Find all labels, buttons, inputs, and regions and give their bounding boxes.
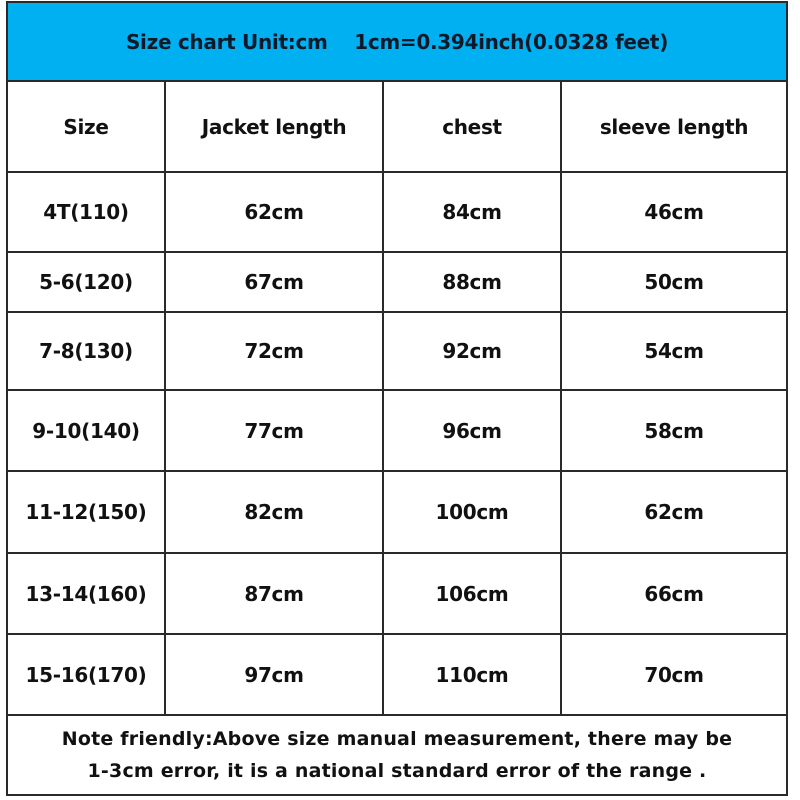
- table-row: [8, 172, 786, 252]
- header-size: Size: [8, 82, 165, 172]
- cell-sleeve-length: 46cm: [561, 172, 786, 252]
- header-sleeve-length: sleeve length: [561, 82, 786, 172]
- cell-jacket-length: 97cm: [165, 634, 383, 715]
- cell-size: 5-6(120): [8, 252, 165, 312]
- table-header-row: [8, 82, 786, 172]
- table-row: [8, 471, 786, 553]
- cell-chest: 92cm: [383, 312, 561, 390]
- cell-sleeve-length: 66cm: [561, 553, 786, 634]
- cell-jacket-length: 82cm: [165, 471, 383, 553]
- table-row: [8, 634, 786, 715]
- cell-sleeve-length: 58cm: [561, 390, 786, 471]
- note-line-2: 1-3cm error, it is a national standard error of the range .: [87, 759, 707, 782]
- cell-jacket-length: 72cm: [165, 312, 383, 390]
- size-table: [8, 82, 786, 716]
- table-row: [8, 312, 786, 390]
- table-row: [8, 390, 786, 471]
- cell-jacket-length: 62cm: [165, 172, 383, 252]
- cell-jacket-length: 67cm: [165, 252, 383, 312]
- cell-chest: 88cm: [383, 252, 561, 312]
- cell-sleeve-length: 54cm: [561, 312, 786, 390]
- cell-size: 13-14(160): [8, 553, 165, 634]
- header-jacket-length: Jacket length: [165, 82, 383, 172]
- cell-chest: 100cm: [383, 471, 561, 553]
- cell-jacket-length: 77cm: [165, 390, 383, 471]
- cell-chest: 106cm: [383, 553, 561, 634]
- cell-sleeve-length: 50cm: [561, 252, 786, 312]
- size-chart-title: Size chart Unit:cm 1cm=0.394inch(0.0328 feet): [8, 3, 786, 82]
- cell-size: 7-8(130): [8, 312, 165, 390]
- table-row: [8, 553, 786, 634]
- cell-sleeve-length: 62cm: [561, 471, 786, 553]
- cell-size: 15-16(170): [8, 634, 165, 715]
- cell-sleeve-length: 70cm: [561, 634, 786, 715]
- cell-chest: 84cm: [383, 172, 561, 252]
- cell-size: 4T(110): [8, 172, 165, 252]
- cell-jacket-length: 87cm: [165, 553, 383, 634]
- cell-chest: 110cm: [383, 634, 561, 715]
- cell-size: 9-10(140): [8, 390, 165, 471]
- table-row: [8, 252, 786, 312]
- cell-chest: 96cm: [383, 390, 561, 471]
- note-line-1: Note friendly:Above size manual measurement, there may be: [61, 727, 733, 750]
- measurement-note: [8, 715, 786, 794]
- cell-size: 11-12(150): [8, 471, 165, 553]
- header-chest: chest: [383, 82, 561, 172]
- size-chart: [6, 1, 788, 796]
